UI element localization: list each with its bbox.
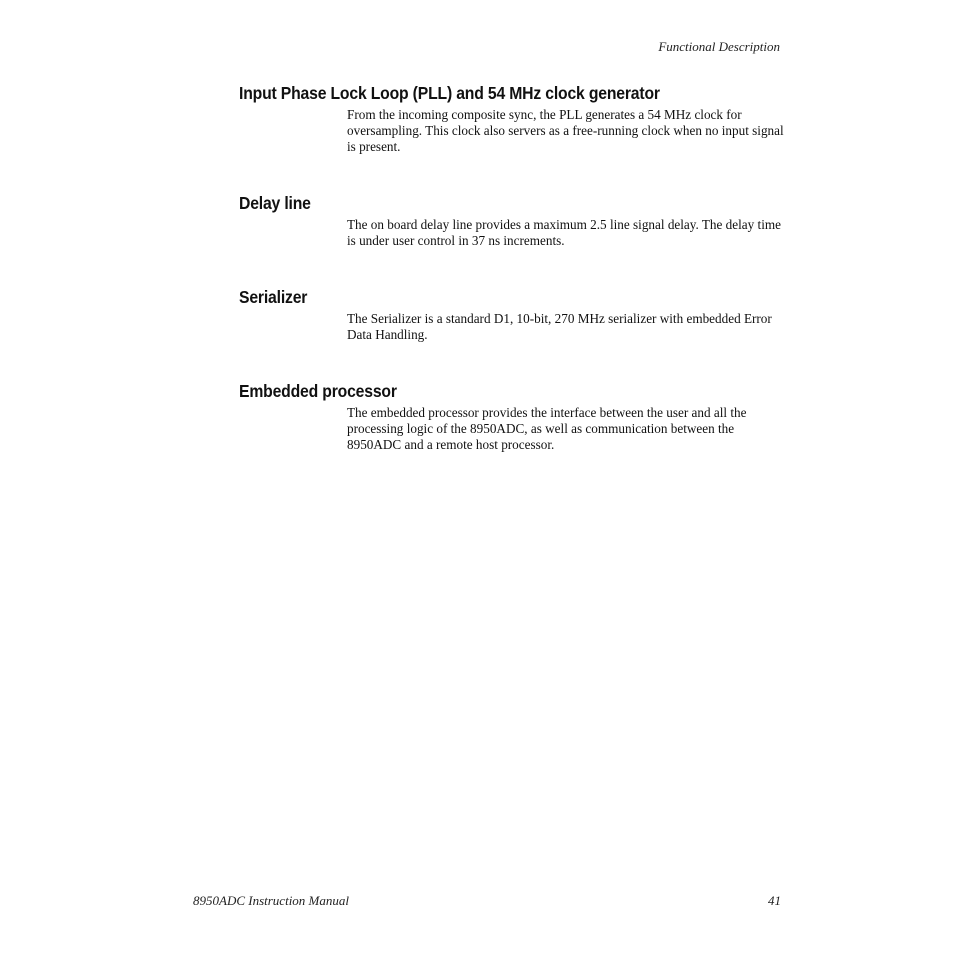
section-heading-embedded-processor: Embedded processor — [239, 381, 397, 401]
section-heading-serializer: Serializer — [239, 287, 308, 307]
section-heading-pll: Input Phase Lock Loop (PLL) and 54 MHz clock generator — [239, 83, 660, 103]
section-pll — [239, 82, 784, 155]
running-footer — [193, 893, 781, 909]
running-header: Functional Description — [658, 39, 780, 54]
section-serializer — [239, 286, 784, 343]
manual-title: 8950ADC Instruction Manual — [193, 893, 349, 908]
section-body-delay-line: The on board delay line provides a maximum 2.5 line signal delay. The delay time is under user control in 37 ns increments. — [347, 217, 781, 248]
section-body-embedded-processor: The embedded processor provides the interface between the user and all the processing logic of the 8950ADC, as well as communication between the 8950ADC and a remote host processor. — [347, 405, 747, 452]
section-body-serializer: The Serializer is a standard D1, 10-bit, 270 MHz serializer with embedded Error Data Handling. — [347, 311, 772, 342]
section-embedded-processor — [239, 380, 784, 453]
section-body-pll: From the incoming composite sync, the PLL generates a 54 MHz clock for oversampling. This clock also servers as a free-running clock when no input signal is present. — [347, 107, 784, 154]
section-heading-delay-line: Delay line — [239, 193, 311, 213]
page-number: 41 — [768, 893, 781, 908]
section-delay-line — [239, 192, 784, 249]
